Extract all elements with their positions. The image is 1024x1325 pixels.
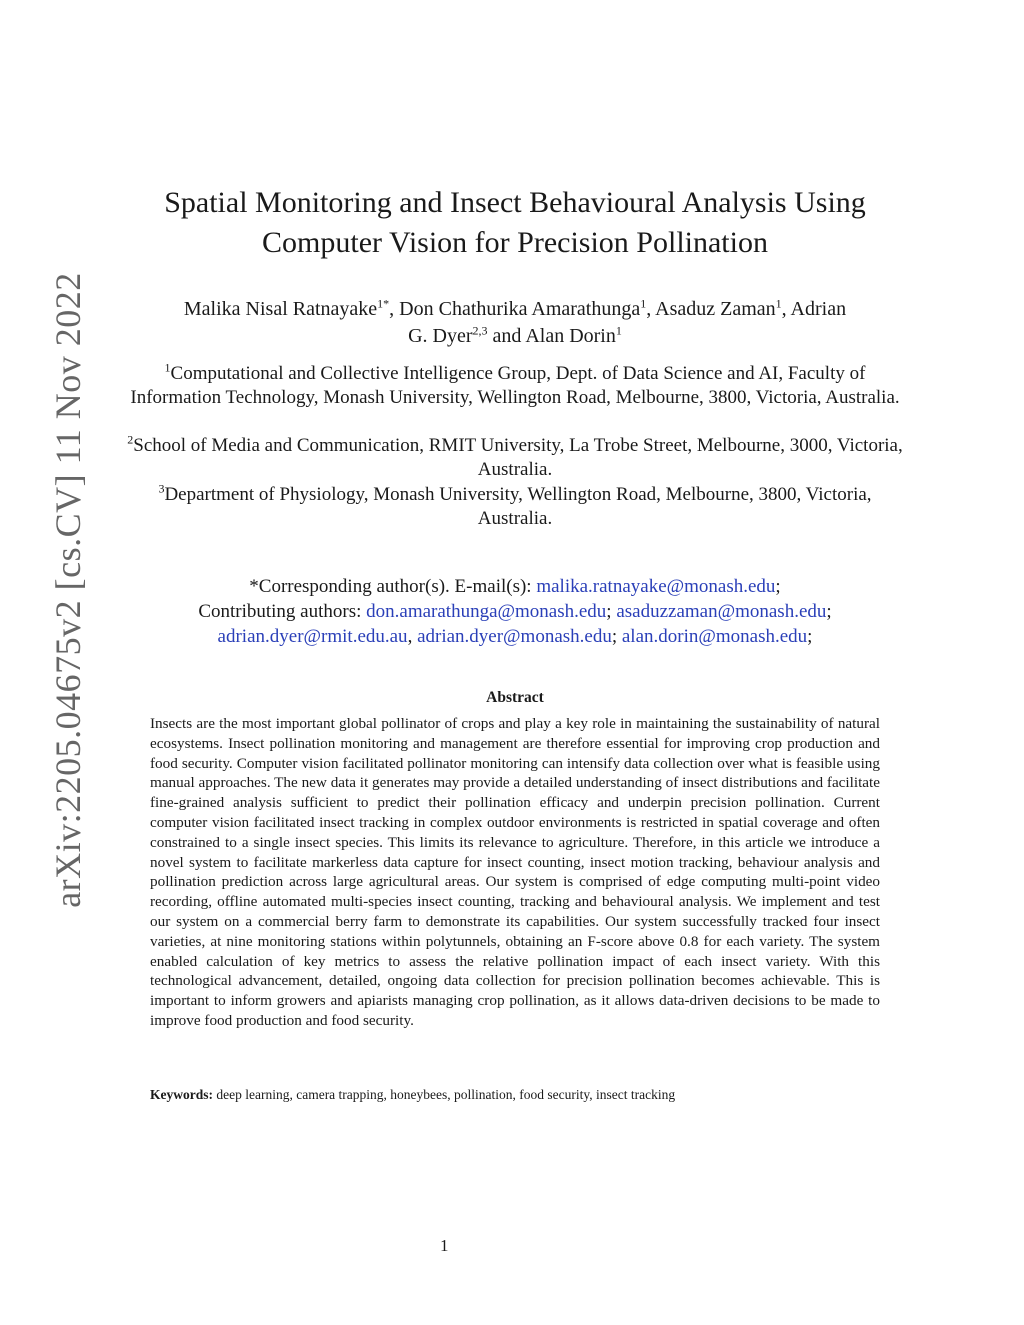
affiliation-3 [125,483,905,531]
author-affiliation-mark: 1* [377,296,390,311]
abstract-text: Insects are the most important global pollinator of crops and play a key role in maintaining the sustainability of natural ecosystems. Insect pollination monitoring and management are therefore essential for improving crop production and food security. Computer vision facilitated pollinator monitoring can intensify data collection over what is feasible using manual approaches. The new data it generates may provide a detailed understanding of insect distributions and facilitate fine-grained analysis sufficient to predict their pollination efficacy and underpin precision pollination. Current computer vision facilitated insect tracking in complex outdoor environments is restricted in spatial coverage and often constrained to a single insect species. This limits its relevance to agriculture. Therefore, in this article we introduce a novel system to facilitate markerless data capture for insect counting, insect motion tracking, behaviour analysis and pollination prediction across large agricultural areas. Our system is comprised of edge computing multi-point video recording, offline automated multi-species insect counting, tracking and behavioural analysis. We implement and test our system on a commercial berry farm to demonstrate its capabilities. Our system successfully tracked four insect varieties, at nine monitoring stations within polytunnels, obtaining an F-score above 0.8 for each variety. The system enabled calculation of key metrics to assess the relative pollination impact of each insect variety. With this technological advancement, detailed, ongoing data collection for precision pollination becomes achievable. This is important to inform growers and apiarists managing crop pollination, as it allows data-driven decisions to be made to improve food production and food security. [150,715,880,1029]
contributing-email-link[interactable]: adrian.dyer@monash.edu [417,626,612,647]
affiliation-2 [125,434,905,482]
page-number: 1 [440,1236,449,1255]
keywords-list: deep learning, camera trapping, honeybees, pollination, food security, insect tracking [216,1087,676,1102]
author-name: Asaduz Zaman [655,298,776,320]
keywords-line [150,1087,880,1103]
paper-title [150,183,880,263]
contact-block: *Corresponding author(s). E-mail(s): malika.ratnayake@monash.edu; Contributing authors: don.amarathunga@monash.edu; asaduzzaman@monash.edu; adrian.dyer@rmit.edu.au, adrian.dyer@monash.edu; alan.dorin@monash.edu; [198,576,832,647]
affiliation-text: Department of Physiology, Monash University, Wellington Road, Melbourne, 3800, Victoria, Australia. [164,484,872,529]
author-affiliation-mark: 1 [775,296,782,311]
arxiv-identifier-text: arXiv:2205.04675v2 [cs.CV] 11 Nov 2022 [48,272,89,908]
author-separator: , [646,298,656,320]
affiliation-mark: 1 [164,360,171,375]
contributing-email-link[interactable]: asaduzzaman@monash.edu [616,601,827,622]
author-name: Malika Nisal Ratnayake [183,298,378,320]
author-separator: , Adrian [781,298,847,320]
contributing-email-link[interactable]: don.amarathunga@monash.edu [366,601,607,622]
keywords-label: Keywords: [150,1087,213,1102]
corresponding-email-link[interactable]: malika.ratnayake@monash.edu [536,576,776,597]
abstract-heading: Abstract [486,689,544,706]
author-affiliation-mark: 2,3 [472,323,488,338]
title-line-2: Computer Vision for Precision Pollination [262,226,768,259]
author-name: Don Chathurika Amarathunga [399,298,641,320]
author-name: G. Dyer [408,325,473,347]
contributing-email-link[interactable]: alan.dorin@monash.edu [621,626,808,647]
author-list [125,296,905,350]
author-separator: , [389,298,400,320]
author-separator: and [487,325,526,347]
separator: ; [775,576,781,597]
arxiv-identifier-stamp [38,270,98,910]
affiliation-text: School of Media and Communication, RMIT University, La Trobe Street, Melbourne, 3000, Victoria, Australia. [133,435,903,480]
author-affiliation-mark: 1 [640,296,647,311]
author-affiliation-mark: 1 [615,323,622,338]
affiliation-mark: 2 [127,432,134,447]
contributing-email-link[interactable]: adrian.dyer@rmit.edu.au [217,626,408,647]
affiliation-1 [125,362,905,410]
affiliation-text: Computational and Collective Intelligence Group, Dept. of Data Science and AI, Faculty of Information Technology, Monash University, Wellington Road, Melbourne, 3800, Victoria, Australia. [130,363,900,408]
author-name: Alan Dorin [525,325,616,347]
corresponding-label: *Corresponding author(s). E-mail(s): [249,576,537,597]
title-line-1: Spatial Monitoring and Insect Behavioural Analysis Using [164,186,866,219]
affiliation-mark: 3 [158,481,165,496]
contributing-label: Contributing authors: [198,601,367,622]
